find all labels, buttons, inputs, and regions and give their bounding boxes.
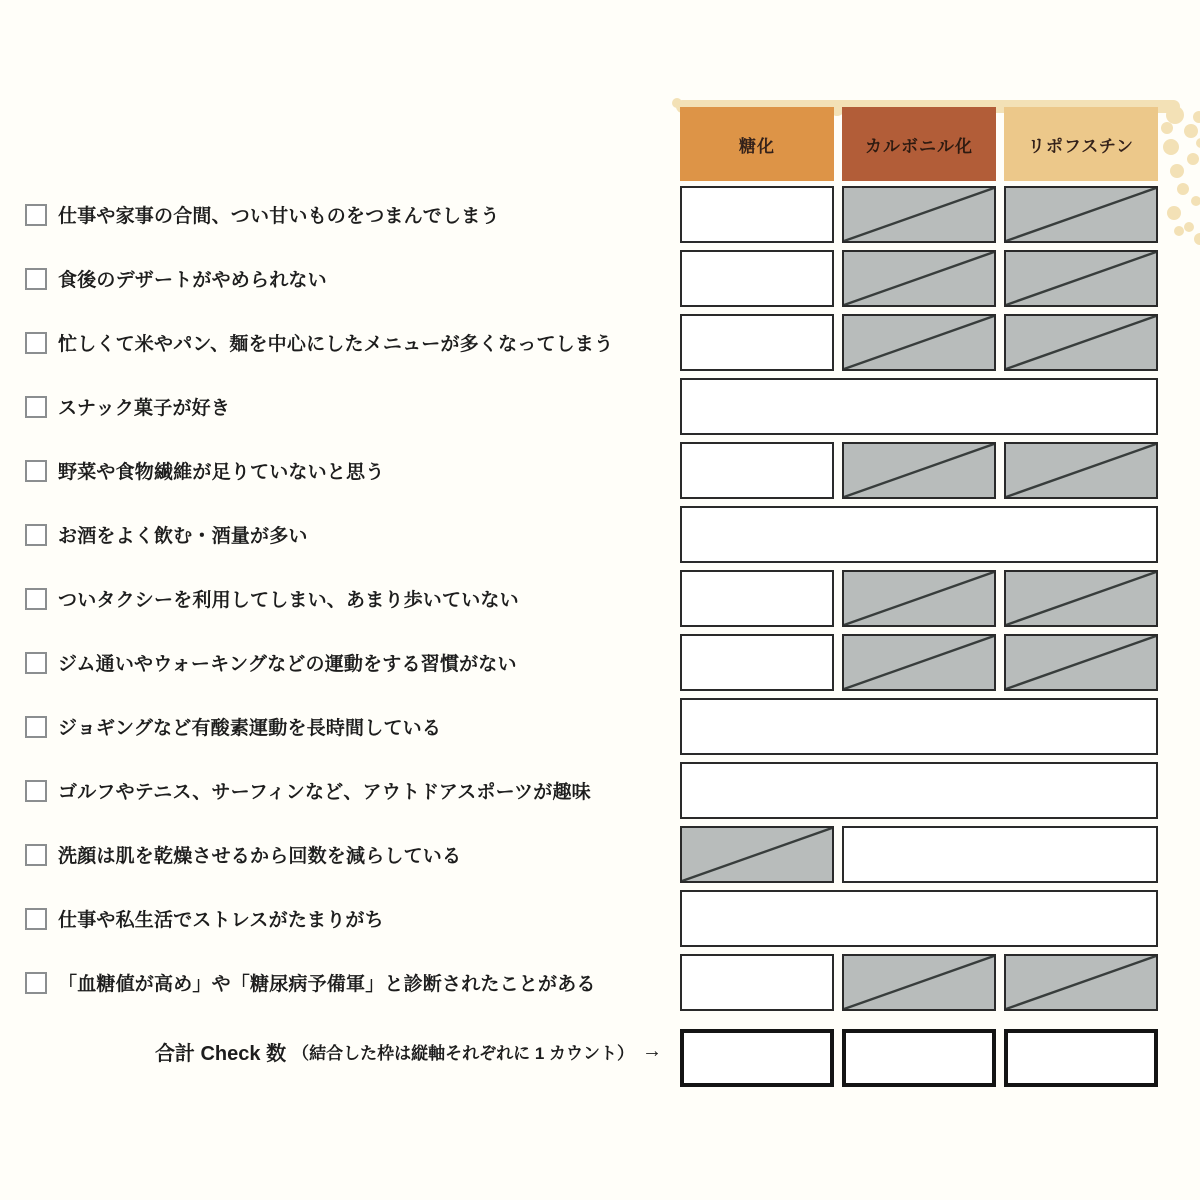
table-row [680,378,1158,435]
diagonal-slash-icon [1006,956,1156,1009]
item-label: 「血糖値が高め」や「糖尿病予備軍」と診断されたことがある [58,974,596,995]
diagonal-slash-icon [844,316,994,369]
cell-not-applicable [842,954,996,1011]
diagonal-slash-icon [682,828,832,881]
item-label: スナック菓子が好き [58,398,231,419]
cell-not-applicable [1004,186,1158,243]
cell-not-applicable [1004,570,1158,627]
item-checkbox[interactable] [25,332,47,354]
item-label: 仕事や私生活でストレスがたまりがち [58,910,384,931]
item-checkbox[interactable] [25,652,47,674]
diagonal-slash-icon [1006,444,1156,497]
column-header-carbonylation: カルボニル化 [842,107,996,181]
cell-check-area[interactable] [680,314,834,371]
cell-check-area[interactable] [680,890,1158,947]
cell-check-area[interactable] [680,506,1158,563]
table-row [680,186,1158,243]
cell-check-area[interactable] [680,762,1158,819]
table-row [680,442,1158,499]
total-check-label [0,1022,662,1080]
diagonal-slash-icon [1006,572,1156,625]
cell-not-applicable [680,826,834,883]
total-count-box[interactable] [1004,1029,1158,1087]
checklist-item [25,890,670,947]
item-label: 洗顔は肌を乾燥させるから回数を減らしている [58,846,462,867]
checklist-item [25,762,670,819]
checklist-item [25,186,670,243]
item-label: ジム通いやウォーキングなどの運動をする習慣がない [58,654,517,675]
cell-check-area[interactable] [680,570,834,627]
item-checkbox[interactable] [25,524,47,546]
cell-check-area[interactable] [680,378,1158,435]
total-check-label-main: 合計 Check 数 [154,1042,287,1065]
item-label: ゴルフやテニス、サーフィンなど、アウトドアスポーツが趣味 [58,782,591,803]
total-row [680,1029,1158,1087]
item-checkbox[interactable] [25,844,47,866]
column-header-glycation: 糖化 [680,107,834,181]
table-row [680,698,1158,755]
table-row [680,634,1158,691]
diagonal-slash-icon [1006,636,1156,689]
diagonal-slash-icon [844,188,994,241]
total-count-box[interactable] [680,1029,834,1087]
checklist-item [25,826,670,883]
checklist-items [25,186,670,1011]
cell-check-area[interactable] [680,250,834,307]
item-checkbox[interactable] [25,780,47,802]
item-checkbox[interactable] [25,460,47,482]
table-row [680,314,1158,371]
diagonal-slash-icon [844,252,994,305]
diagonal-slash-icon [1006,252,1156,305]
cell-not-applicable [842,442,996,499]
checklist-item [25,954,670,1011]
checklist-item [25,314,670,371]
cell-not-applicable [842,250,996,307]
cell-not-applicable [1004,442,1158,499]
table-header [680,107,1158,181]
cell-not-applicable [1004,954,1158,1011]
diagonal-slash-icon [844,444,994,497]
item-checkbox[interactable] [25,716,47,738]
right-arrow-icon: → [642,1039,662,1062]
cell-not-applicable [842,314,996,371]
cell-check-area[interactable] [680,442,834,499]
item-label: ジョギングなど有酸素運動を長時間している [58,718,442,739]
cell-check-area[interactable] [680,698,1158,755]
item-label: 食後のデザートがやめられない [58,270,327,291]
total-check-label-note: （結合した枠は縦軸それぞれに 1 カウント） [292,1043,634,1063]
cell-not-applicable [842,186,996,243]
item-label: ついタクシーを利用してしまい、あまり歩いていない [58,590,519,611]
cells-grid [680,186,1158,1087]
checklist-item [25,634,670,691]
item-label: お酒をよく飲む・酒量が多い [58,526,308,547]
column-header-lipofuscin: リポフスチン [1004,107,1158,181]
table-row [680,954,1158,1011]
item-label: 忙しくて米やパン、麺を中心にしたメニューが多くなってしまう [58,334,614,355]
table-row [680,506,1158,563]
table-row [680,826,1158,883]
cell-not-applicable [1004,250,1158,307]
checklist-item [25,442,670,499]
item-checkbox[interactable] [25,396,47,418]
cell-not-applicable [1004,314,1158,371]
diagonal-slash-icon [1006,188,1156,241]
cell-check-area[interactable] [842,826,1158,883]
checklist-item [25,698,670,755]
item-label: 仕事や家事の合間、つい甘いものをつまんでしまう [58,206,500,227]
total-count-box[interactable] [842,1029,996,1087]
table-row [680,890,1158,947]
cell-not-applicable [842,634,996,691]
diagonal-slash-icon [1006,316,1156,369]
table-row [680,762,1158,819]
checklist-item [25,378,670,435]
cell-not-applicable [1004,634,1158,691]
table-row [680,570,1158,627]
diagonal-slash-icon [844,572,994,625]
cell-check-area[interactable] [680,954,834,1011]
diagonal-slash-icon [844,956,994,1009]
checklist-item [25,250,670,307]
table-row [680,250,1158,307]
item-checkbox[interactable] [25,588,47,610]
checklist-item [25,506,670,563]
checklist-item [25,570,670,627]
item-checkbox[interactable] [25,972,47,994]
cell-not-applicable [842,570,996,627]
item-checkbox[interactable] [25,908,47,930]
item-checkbox[interactable] [25,268,47,290]
cell-check-area[interactable] [680,186,834,243]
cell-check-area[interactable] [680,634,834,691]
speckle-dots-decoration [672,98,673,99]
diagonal-slash-icon [844,636,994,689]
item-checkbox[interactable] [25,204,47,226]
item-label: 野菜や食物繊維が足りていないと思う [58,462,385,483]
